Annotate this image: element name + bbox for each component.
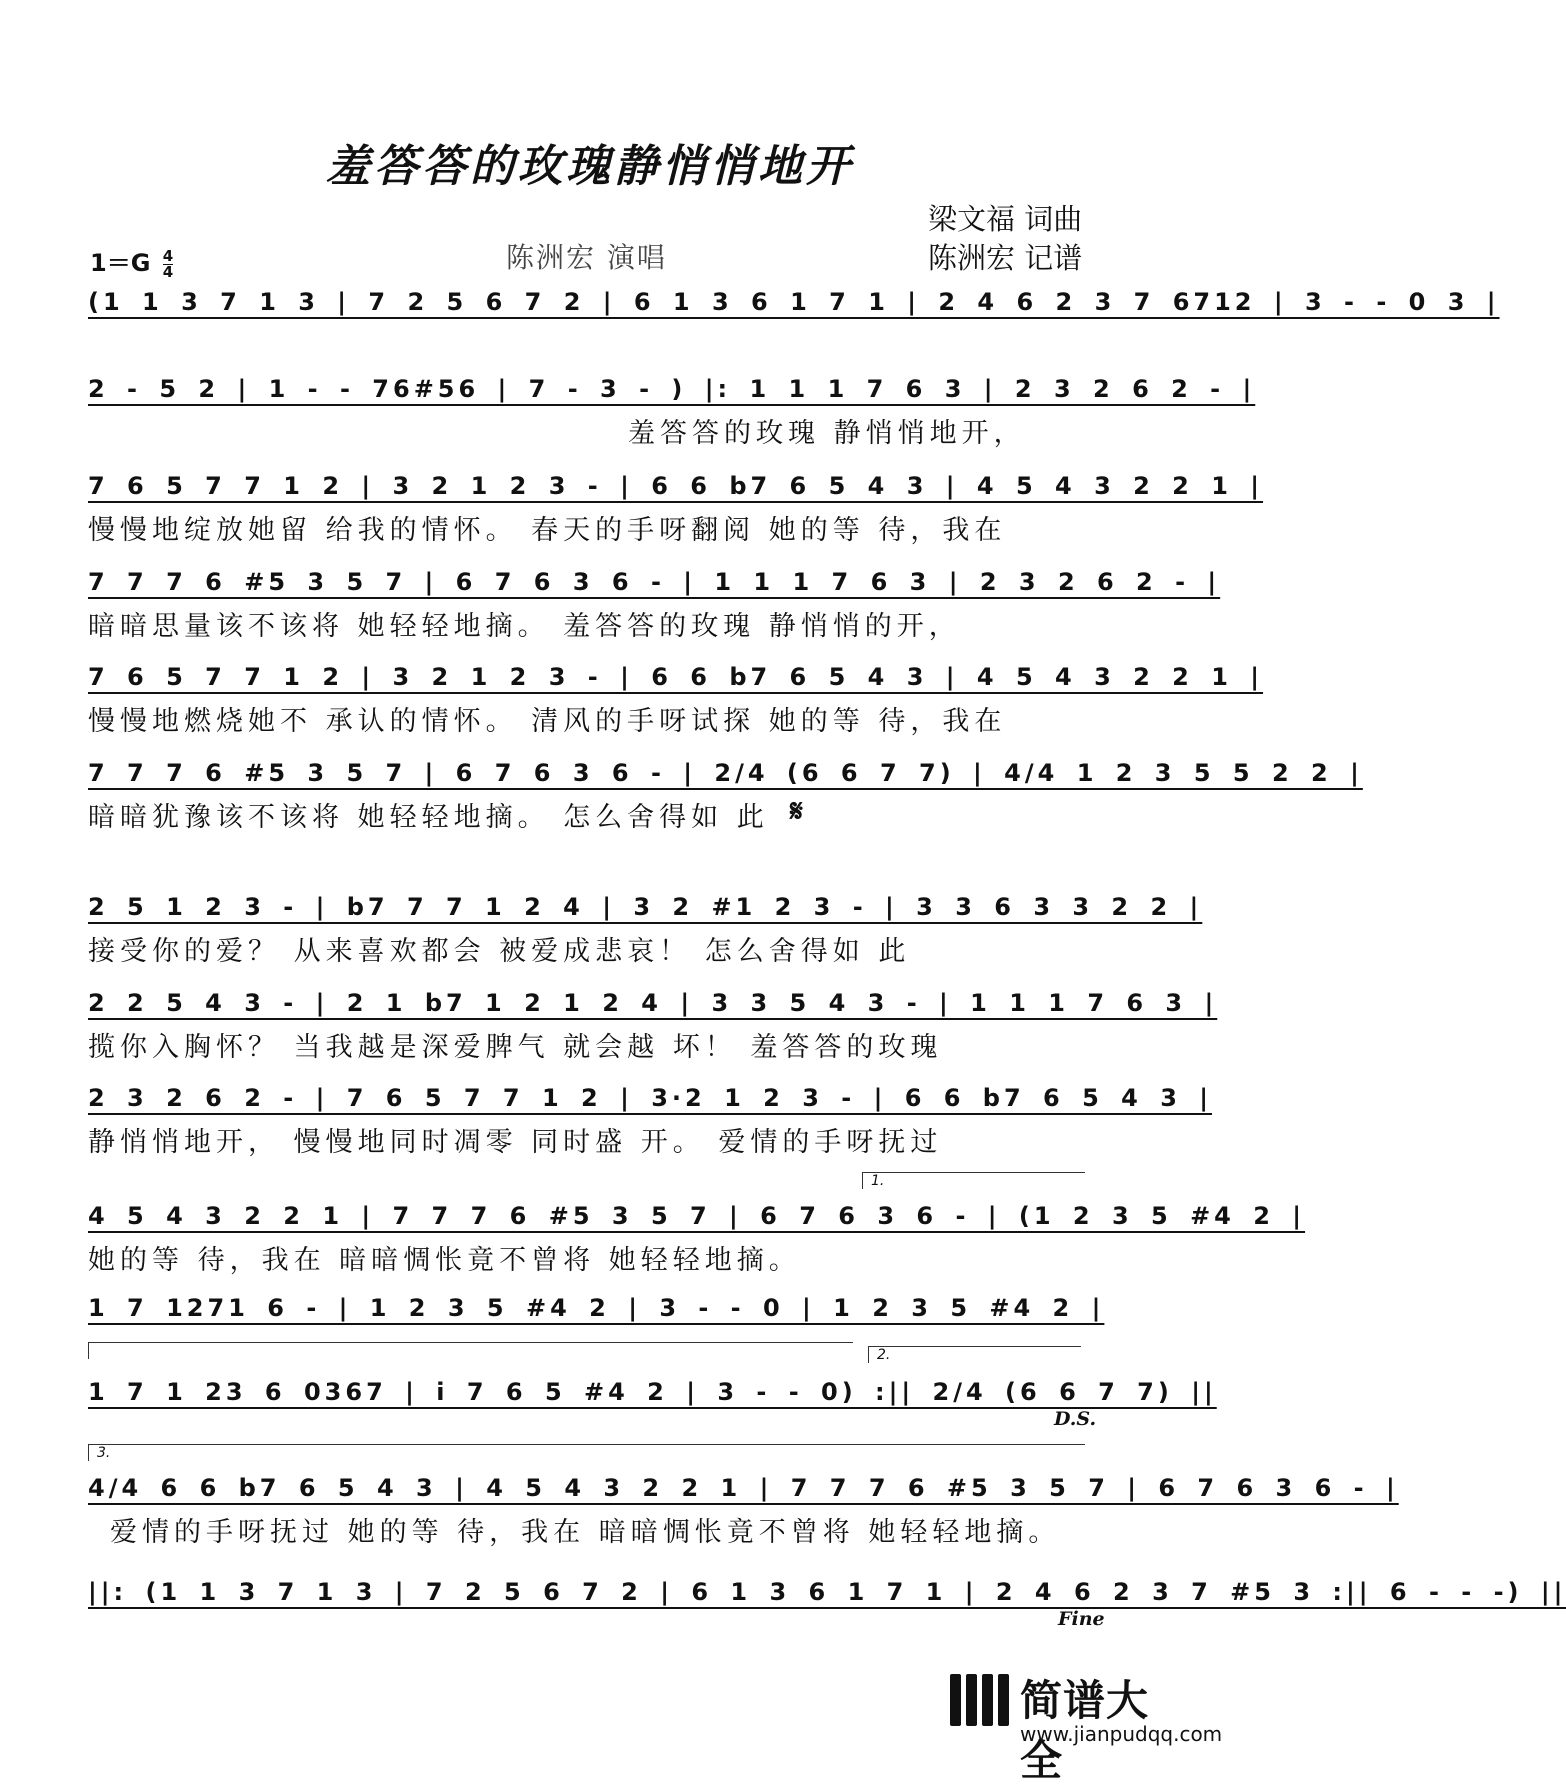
- score-line-11: [0, 1288, 1180, 1378]
- ds-marker: D.S.: [1054, 1408, 1097, 1430]
- score-line-3: [0, 466, 1264, 556]
- score-line-10: [0, 1196, 1306, 1286]
- lyrics: 静悄悄地开， 慢慢地同时凋零 同时盛 开。 爱情的手呀抚过: [88, 1127, 943, 1158]
- notes: ||: (1 1 3 7 1 3 | 7 2 5 6 7 2 | 6 1 3 6 1 7 1 | 2 4 6 2 3 7 #5 3 :|| 6 - - -) ||: [88, 1578, 1566, 1606]
- score-line-14: [0, 1572, 1566, 1662]
- key-signature: [90, 243, 173, 280]
- lyrics: 慢慢地燃烧她不 承认的情怀。 清风的手呀试探 她的等 待，我在: [88, 706, 1007, 737]
- lyricist-composer: 梁文福 词曲: [928, 202, 1083, 236]
- score-line-7: [0, 887, 1203, 977]
- notes: 7 6 5 7 7 1 2 | 3 2 1 2 3 - | 6 6 b7 6 5 4 3 | 4 5 4 3 2 2 1 |: [88, 472, 1264, 500]
- notes: 2 - 5 2 | 1 - - 76#56 | 7 - 3 - ) |: 1 1 1 7 6 3 | 2 3 2 6 2 - |: [88, 375, 1256, 403]
- time-top: 4: [162, 246, 174, 265]
- lyrics: 暗暗犹豫该不该将 她轻轻地摘。 怎么舍得如 此: [88, 802, 769, 833]
- lyrics: 暗暗思量该不该将 她轻轻地摘。 羞答答的玫瑰 静悄悄的开，: [88, 611, 961, 642]
- notes: (1 1 3 7 1 3 | 7 2 5 6 7 2 | 6 1 3 6 1 7 1 | 2 4 6 2 3 7 6712 | 3 - - 0 3 |: [88, 288, 1500, 316]
- time-signature: [162, 246, 174, 281]
- volta-1-continued: [88, 1342, 853, 1359]
- watermark-url: www.jianpudqq.com: [1020, 1722, 1223, 1746]
- notes: 1 7 1 23 6 0367 | i 7 6 5 #4 2 | 3 - - 0) :|| 2/4 (6 6 7 7) ||: [88, 1378, 1217, 1406]
- singer: 陈洲宏 演唱: [506, 241, 667, 274]
- lyrics: 爱情的手呀抚过 她的等 待，我在 暗暗惆怅竟不曾将 她轻轻地摘。: [110, 1517, 1061, 1548]
- song-title: 羞答答的玫瑰静悄悄地开: [326, 141, 854, 192]
- watermark-logo: [950, 1668, 1223, 1785]
- score-line-6: [0, 753, 1363, 843]
- piano-icon: [950, 1674, 1012, 1726]
- score-line-5: [0, 657, 1264, 747]
- fine-marker: Fine: [1058, 1608, 1105, 1630]
- notes: 7 6 5 7 7 1 2 | 3 2 1 2 3 - | 6 6 b7 6 5 4 3 | 4 5 4 3 2 2 1 |: [88, 663, 1264, 691]
- notes: 4 5 4 3 2 2 1 | 7 7 7 6 #5 3 5 7 | 6 7 6 3 6 - | (1 2 3 5 #4 2 |: [88, 1202, 1306, 1230]
- score-line-13: [0, 1468, 1399, 1558]
- transcriber: 陈洲宏 记谱: [928, 241, 1083, 275]
- score-line-2: [0, 369, 1256, 459]
- notes: 2 3 2 6 2 - | 7 6 5 7 7 1 2 | 3·2 1 2 3 - | 6 6 b7 6 5 4 3 |: [88, 1084, 1213, 1112]
- lyrics: 她的等 待，我在 暗暗惆怅竟不曾将 她轻轻地摘。: [88, 1245, 801, 1276]
- score-line-1: [0, 282, 1500, 372]
- notes: 4/4 6 6 b7 6 5 4 3 | 4 5 4 3 2 2 1 | 7 7 7 6 #5 3 5 7 | 6 7 6 3 6 - |: [88, 1474, 1399, 1502]
- lyrics: [88, 328, 1092, 366]
- score-line-9: [0, 1078, 1213, 1168]
- volta-3-label: 3.: [97, 1445, 111, 1461]
- key-label: 1＝G: [90, 249, 151, 277]
- notes: 2 2 5 4 3 - | 2 1 b7 1 2 1 2 4 | 3 3 5 4 3 - | 1 1 1 7 6 3 |: [88, 989, 1218, 1017]
- volta-1: [862, 1172, 1085, 1189]
- time-bottom: 4: [162, 262, 174, 281]
- lyrics: 羞答答的玫瑰 静悄悄地开，: [628, 418, 1026, 449]
- watermark-name: 简谱大全: [1020, 1676, 1150, 1785]
- notes: 7 7 7 6 #5 3 5 7 | 6 7 6 3 6 - | 2/4 (6 6 7 7) | 4/4 1 2 3 5 5 2 2 |: [88, 759, 1363, 787]
- score-line-8: [0, 983, 1218, 1073]
- volta-2: [868, 1346, 1081, 1363]
- notes: 1 7 1271 6 - | 1 2 3 5 #4 2 | 3 - - 0 | 1 2 3 5 #4 2 |: [88, 1294, 1105, 1322]
- volta-1-label: 1.: [871, 1173, 885, 1189]
- segno-sign: 𝄋: [790, 794, 803, 829]
- lyrics: 慢慢地绽放她留 给我的情怀。 春天的手呀翻阅 她的等 待，我在: [88, 515, 1007, 546]
- notes: 7 7 7 6 #5 3 5 7 | 6 7 6 3 6 - | 1 1 1 7 6 3 | 2 3 2 6 2 - |: [88, 568, 1221, 596]
- lyrics: 接受你的爱？ 从来喜欢都会 被爱成悲哀！ 怎么舍得如 此: [88, 936, 911, 967]
- lyrics: 揽你入胸怀？ 当我越是深爱脾气 就会越 坏！ 羞答答的玫瑰: [88, 1032, 943, 1063]
- volta-2-label: 2.: [877, 1347, 891, 1363]
- score-line-4: [0, 562, 1221, 652]
- notes: 2 5 1 2 3 - | b7 7 7 1 2 4 | 3 2 #1 2 3 - | 3 3 6 3 3 2 2 |: [88, 893, 1203, 921]
- volta-3: [88, 1444, 1085, 1461]
